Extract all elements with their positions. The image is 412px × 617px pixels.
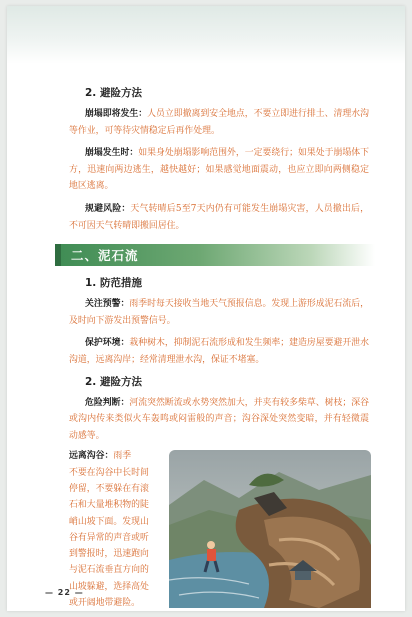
- heading-avoidance-collapse: 2. 避险方法: [85, 87, 142, 99]
- paragraph-protect-environment: 保护环境：栽种树木，抑制泥石流形成和发生频率；建造房屋要避开泄水沟道，远离沟岸；经常清理泄水沟，保证不堵塞。: [69, 338, 369, 365]
- heading-avoidance-debris: 2. 避险方法: [85, 375, 142, 388]
- text-line: 峭山坡下面。发现山: [69, 516, 149, 527]
- text-line: 到警报时，迅速跑向: [69, 549, 149, 560]
- text-line: 不要在沟谷中长时间: [69, 467, 149, 478]
- text-line: 与泥石流垂直方向的: [69, 565, 149, 576]
- illustrated-block: [69, 448, 369, 611]
- header-band: [7, 6, 405, 64]
- section-title: 二、泥石流: [71, 248, 139, 264]
- paragraph-watch-warnings: 关注预警：雨季时每天接收当地天气预报信息。发现上游形成泥石流后，及时向下游发出预警信号。: [69, 299, 369, 326]
- text-line: 谷有异常的声音或听: [69, 532, 149, 543]
- paragraph-collapse-imminent: 崩塌即将发生：人员立即撤离到安全地点，不要立即进行排土、清理水沟等作业，可等待灾情稳定后再作处理。: [69, 109, 369, 136]
- text-line: 山坡躲避，选择高处: [69, 581, 149, 592]
- paragraph-danger-judgment: 危险判断：河流突然断流或水势突然加大，并夹有较多柴草、树枝；深谷或沟内传来类似火车轰鸣或闷雷般的声音；沟谷深处突然变暗，并有轻微震动感等。: [69, 397, 369, 441]
- text-line: 或开阔地带避险。: [69, 597, 140, 608]
- debris-flow-illustration: [169, 450, 371, 608]
- text-line: 停留，不要躲在有滚: [69, 483, 149, 494]
- paragraph-avoid-risk: 规避风险：天气转晴后5至7天内仍有可能发生崩塌灾害，人员撤出后，不可因天气转晴即搬回居住。: [69, 203, 369, 231]
- paragraph-collapse-occurring: 崩塌发生时：如果身处崩塌影响范围外，一定要绕行；如果处于崩塌体下方，迅速向两边逃生，越快越好；如果感觉地面震动，也应立即向两侧稳定地区逃离。: [69, 148, 369, 192]
- text-line: 石和大量堆积物的陡: [69, 500, 149, 511]
- paragraph-stay-away-gully: 远离沟谷：雨季: [69, 451, 132, 462]
- section-title-bar: [57, 244, 375, 266]
- document-page: [7, 6, 405, 611]
- content-column: [69, 86, 369, 611]
- page-number: — 22 —: [45, 588, 84, 597]
- heading-prevention: 1. 防范措施: [85, 277, 142, 290]
